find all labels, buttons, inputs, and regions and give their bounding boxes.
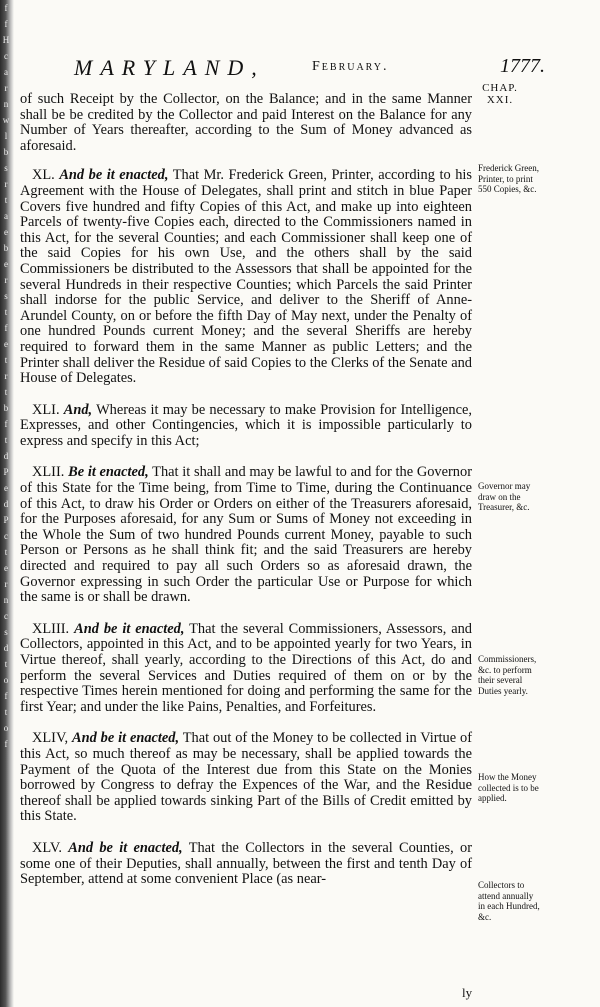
section-number: XLIV, [32,730,69,747]
running-month: February. [312,59,389,74]
spine-letters: f f H c a r n w l b s r t a e b e r s t f e t r t b f t d P e d P c t e r n c s d t o f t o f [2,3,10,749]
paragraph-text: That Mr. Frederick Green, Printer, according to his Agreement with the House of Delegates, shall print and stitch in blue Paper Covers five hundred and fifty Copies of this Act, and make up into eighteen Parcels of twenty-five Copies each, directed to the Commissioners named in this Act, for the several Counties; and each Commissioner shall keep one of the said Copies for his own Use, and the others shall by the said Commissioners be distributed to the Assessors that shall be appointed for the several Hundreds in their respective Counties; which Parcels the said Printer shall indorse for the public Service, and deliver to the Sheriff of Anne-Arundel County, on or before the fifth Day of May next, under the Penalty of one hundred Pounds current Money; and the several Sheriffs are hereby required to forward them in the same Manner as public Letters; and the Printer shall deliver the Residue of said Copies to the Clerks of the Senate and House of Delegates. [20,167,472,387]
chapter-label: CHAP. XXI. [482,82,518,106]
paragraph-text: That it shall and may be lawful to and for the Governor of this State for the Time being, from Time to Time, during the Continuance of this Act, to draw his Order or Orders on either of the Treasurers aforesaid, for the Purposes aforesaid, for any Sum or Sums of Money not exceeding in the Whole the Sum of two hundred Pounds current Money, payable to such Person or Persons as he shall think fit; and the said Treasurers are hereby directed and required to pay all such Orders so as aforesaid drawn, the Governor expressing in such Order the particular Use or Purpose for which the same is or shall be drawn. [20,464,472,606]
paragraph-xl [20,168,472,386]
enacting-clause: Be it enacted, [68,464,149,481]
paragraph-text: That the Collectors in the several Counties, or some one of their Deputies, shall annually, between the first and tenth Day of September, attend at some convenient Place (as near- [20,839,473,888]
paragraph-xli [20,403,472,450]
margin-note-governor: Governor may draw on the Treasurer, &c. [478,481,531,512]
enacting-clause: And, [63,401,93,418]
margin-note-commissioners: Commissioners, &c. to perform their several Duties yearly. [478,654,537,696]
paragraph-xliv [20,731,472,825]
paragraph-xliii [20,622,472,716]
running-title: MARYLAND, [74,55,265,80]
paragraph-text: Whereas it may be necessary to make Provision for Intelligence, Expresses, and other Contingencies, which it is impossible particularly to express and specify in this Act; [20,401,472,449]
section-number: XLIII. [32,620,70,637]
body-text [20,92,472,904]
enacting-clause: And be it enacted, [71,730,180,747]
section-number: XLI. [32,401,60,418]
section-number: XLII. [32,464,65,481]
section-number: XL. [32,167,55,184]
section-number: XLV. [32,839,62,856]
margin-note-collectors: Collectors to attend annually in each Hundred, &c. [478,880,540,922]
page-header [74,55,544,81]
paragraph-xlii [20,465,472,605]
catchword: ly [462,985,473,1000]
margin-note-printer: Frederick Green, Printer, to print 550 Copies, &c. [478,163,539,194]
paragraph-continuation: of such Receipt by the Collector, on the Balance; and in the same Manner shall be be credited by the Collector and paid Interest on the Balance for any Number of Years thereafter, according to the Sum of Money advanced as aforesaid. [20,91,472,154]
enacting-clause: And be it enacted, [59,167,169,184]
paragraph-text: That the several Commissioners, Assessors, and Collectors, appointed in this Act, and to be appointed yearly for two Years, in Virtue thereof, shall yearly, according to the Directions of this Act, do and perform the several Services and Duties required of them on or by the respective Times herein mentioned for doing and performing the same for the first Year; and under the like Pains, Penalties, and Forfeitures. [20,620,473,715]
margin-note-money: How the Money collected is to be applied. [478,772,539,803]
page-year: 1777. [500,55,545,77]
enacting-clause: And be it enacted, [68,839,183,856]
enacting-clause: And be it enacted, [74,620,185,637]
paragraph-xlv [20,841,472,888]
paragraph-text: That out of the Money to be collected in Virtue of this Act, so much thereof as may be necessary, shall be applied towards the Payment of the Quota of the Interest due from this State on the Monies borrowed by Congress to defray the Expences of the War, and the Residue thereof shall be applied towards sinking Part of the Bills of Credit emitted by this State. [20,730,472,825]
